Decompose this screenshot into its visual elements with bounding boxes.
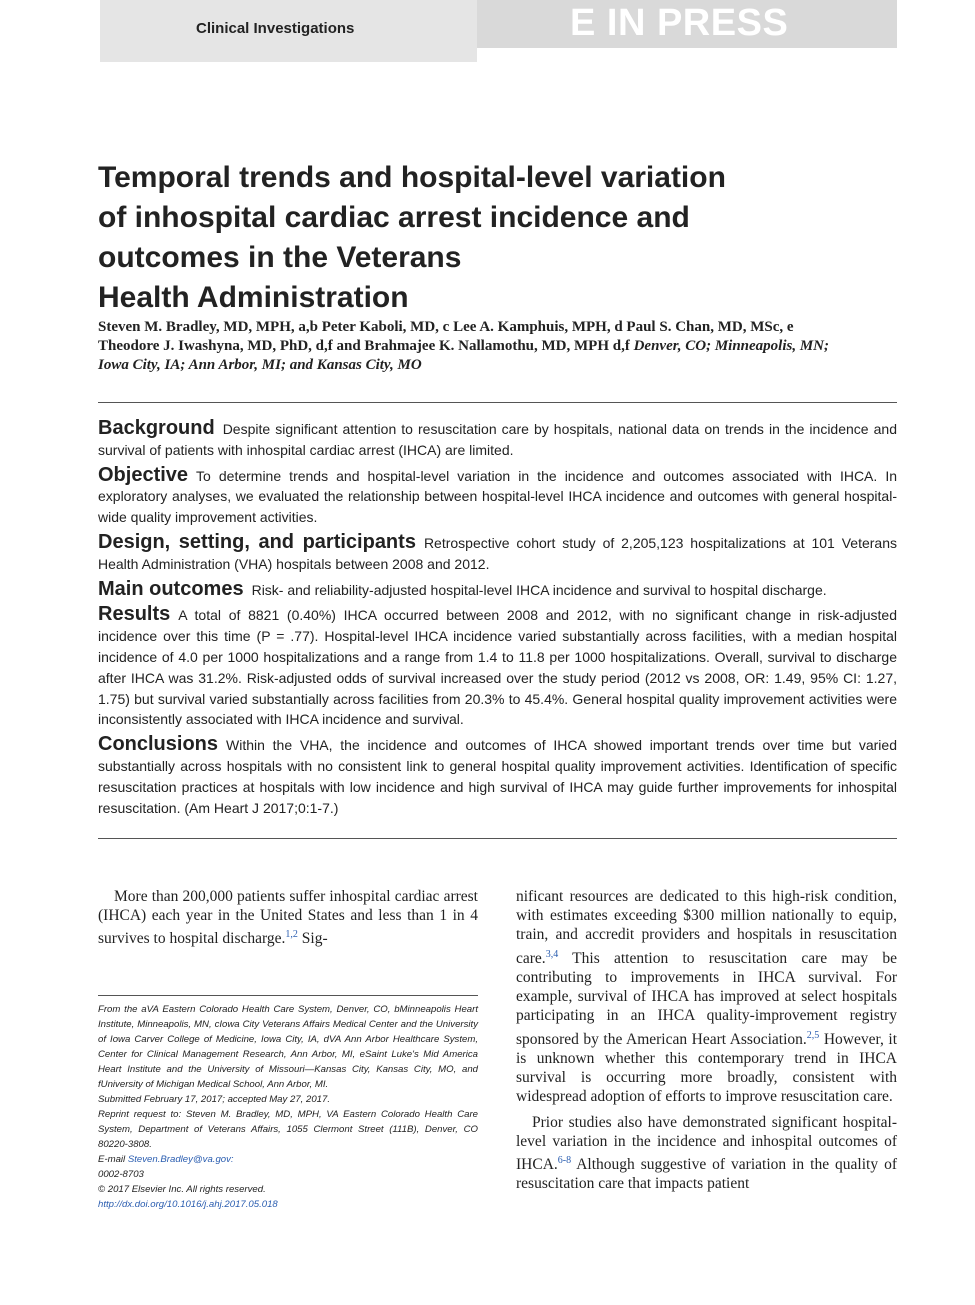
section-label-box	[100, 0, 477, 62]
title-line: Health Administration	[98, 281, 409, 314]
footnote-divider	[98, 995, 478, 996]
section-label: Clinical Investigations	[196, 20, 355, 37]
divider-top	[98, 402, 897, 403]
abstract-main-outcomes: Main outcomes Risk- and reliability-adjusted hospital-level IHCA incidence and survival to hospital discharge.	[98, 577, 827, 600]
author-locations-b: Iowa City, IA; Ann Arbor, MI; and Kansas City, MO	[98, 357, 422, 373]
abstract-objective: Objective To determine trends and hospital-level variation in the incidence and outcomes associated with IHCA. In exploratory analyses, we evaluated the relationship between hospital-level IHCA incidence and outcomes with general hospital-wide quality improvement activities.	[98, 463, 897, 526]
email-link[interactable]: Steven.Bradley@va.gov:	[127, 1154, 234, 1165]
abstract-background: Background Despite significant attention to resuscitation care by hospitals, national data on trends in the incidence and survival of patients with inhospital cardiac arrest (IHCA) are limited.	[98, 417, 897, 458]
abstract-results: Results A total of 8821 (0.40%) IHCA occurred between 2008 and 2012, with no significant change in risk-adjusted incidence over this time (P = .77). Hospital-level IHCA incidence varied substantially across facilities, with a median hospital incidence of 4.0 per 1000 hospitalizations and a range from 1.4 to 11.8 per 1000 hospitalizations. Overall, survival to discharge after IHCA was 31.2%. Risk-adjusted odds of survival increased over the study period (2012 vs 2008, OR: 1.49, 95% CI: 1.27, 1.75) but survival varied substantially across facilities from 20.3% to 45.4%. General hospital quality improvement activities were inconsistently associated with IHCA incidence and survival.	[98, 603, 897, 728]
footnotes	[98, 1002, 478, 1212]
body-column-right	[516, 887, 897, 1194]
abstract-design: Design, setting, and participants Retrospective cohort study of 2,205,123 hospitalizations at 101 Veterans Health Administration (VHA) hospitals between 2008 and 2012.	[98, 530, 897, 572]
abstract-conclusions: Conclusions Within the VHA, the incidence and outcomes of IHCA showed important trends over time but varied substantially across hospitals with no consistent link to general hospital quality improvement activities. Identification of specific resuscitation practices at hospitals with low incidence and high survival of IHCA may guide further improvements for inhospital resuscitation. (Am Heart J 2017;0:1-7.)	[98, 733, 897, 816]
title-line: Temporal trends and hospital-level variation	[98, 161, 726, 194]
intro-paragraph-continued: nificant resources are dedicated to this high-risk condition, with estimates exceeding $300 million nationally to equip, train, and accredit providers and hospitals in resuscitation care.$^{3,4}$ This attention to resuscitation care may be contributing to improvements in IHCA survival. For example, survival of IHCA has improved at select hospitals participating in an IHCA quality-improvement registry sponsored by the American Heart Association.$^{2,5}$ However, it is unknown whether this contemporary trend in IHCA survival is occurring more broadly, consistent with widespread adoption of efforts to improve resuscitation care.	[516, 888, 898, 1106]
author-locations-a: Denver, CO; Minneapolis, MN;	[633, 338, 830, 354]
body-column-left	[98, 887, 478, 949]
doi-link[interactable]: http://dx.doi.org/10.1016/j.ahj.2017.05.018	[98, 1199, 278, 1210]
article-title	[98, 158, 798, 318]
header-banner	[100, 0, 897, 48]
footnote-affiliations: From the aVA Eastern Colorado Health Care System, Denver, CO, bMinneapolis Heart Institute, Minneapolis, MN, cIowa City Veterans Affairs Medical Center and the University of Iowa Carver College of Medicine, Iowa City, IA, dVA Ann Arbor Healthcare System, Center for Clinical Management Research, Ann Arbor, MI, eSaint Luke's Mid America Heart Institute and the University of Missouri—Kansas City, Kansas City, MO, and fUniversity of Michigan Medical School, Ann Arbor, MI.	[98, 1004, 478, 1090]
citation-link[interactable]: 6-8	[557, 1154, 572, 1166]
citation-link[interactable]: 3,4	[545, 948, 559, 960]
citation-link[interactable]: 1,2	[285, 929, 298, 941]
footnote-copyright: © 2017 Elsevier Inc. All rights reserved.	[98, 1184, 266, 1195]
intro-paragraph: More than 200,000 patients suffer inhospital cardiac arrest (IHCA) each year in the United States and less than 1 in 4 survives to hospital discharge.$^{1,2}$ Sig-	[98, 888, 478, 948]
abstract	[98, 418, 897, 822]
in-press-watermark: E IN PRESS	[570, 2, 789, 44]
footnote-reprint: Reprint request to: Steven M. Bradley, MD, MPH, VA Eastern Colorado Health Care System, Department of Veterans Affairs, 1055 Clermont Street (111B), Denver, CO 80220-3808.	[98, 1109, 478, 1150]
author-list	[98, 318, 898, 375]
divider-bottom	[98, 838, 897, 839]
author-line-2: Theodore J. Iwashyna, MD, PhD, d,f and Brahmajee K. Nallamothu, MD, MPH d,f Denver, CO; Minneapolis, MN;	[98, 338, 830, 354]
footnote-issn: 0002-8703	[98, 1169, 144, 1180]
footnote-email: E-mail Steven.Bradley@va.gov:	[98, 1154, 234, 1165]
footnote-submitted: Submitted February 17, 2017; accepted May 27, 2017.	[98, 1094, 330, 1105]
second-paragraph: Prior studies also have demonstrated significant hospital-level variation in the incidence and inhospital outcomes of IHCA.$^{6-8}$ Although suggestive of variation in the quality of resuscitation care that impacts patient	[516, 1113, 897, 1193]
title-line: outcomes in the Veterans	[98, 241, 462, 274]
citation-link[interactable]: 2,5	[806, 1029, 820, 1041]
title-line: of inhospital cardiac arrest incidence and	[98, 201, 690, 234]
author-line-1: Steven M. Bradley, MD, MPH, a,b Peter Kaboli, MD, c Lee A. Kamphuis, MPH, d Paul S. Chan, MD, MSc, e	[98, 319, 794, 335]
